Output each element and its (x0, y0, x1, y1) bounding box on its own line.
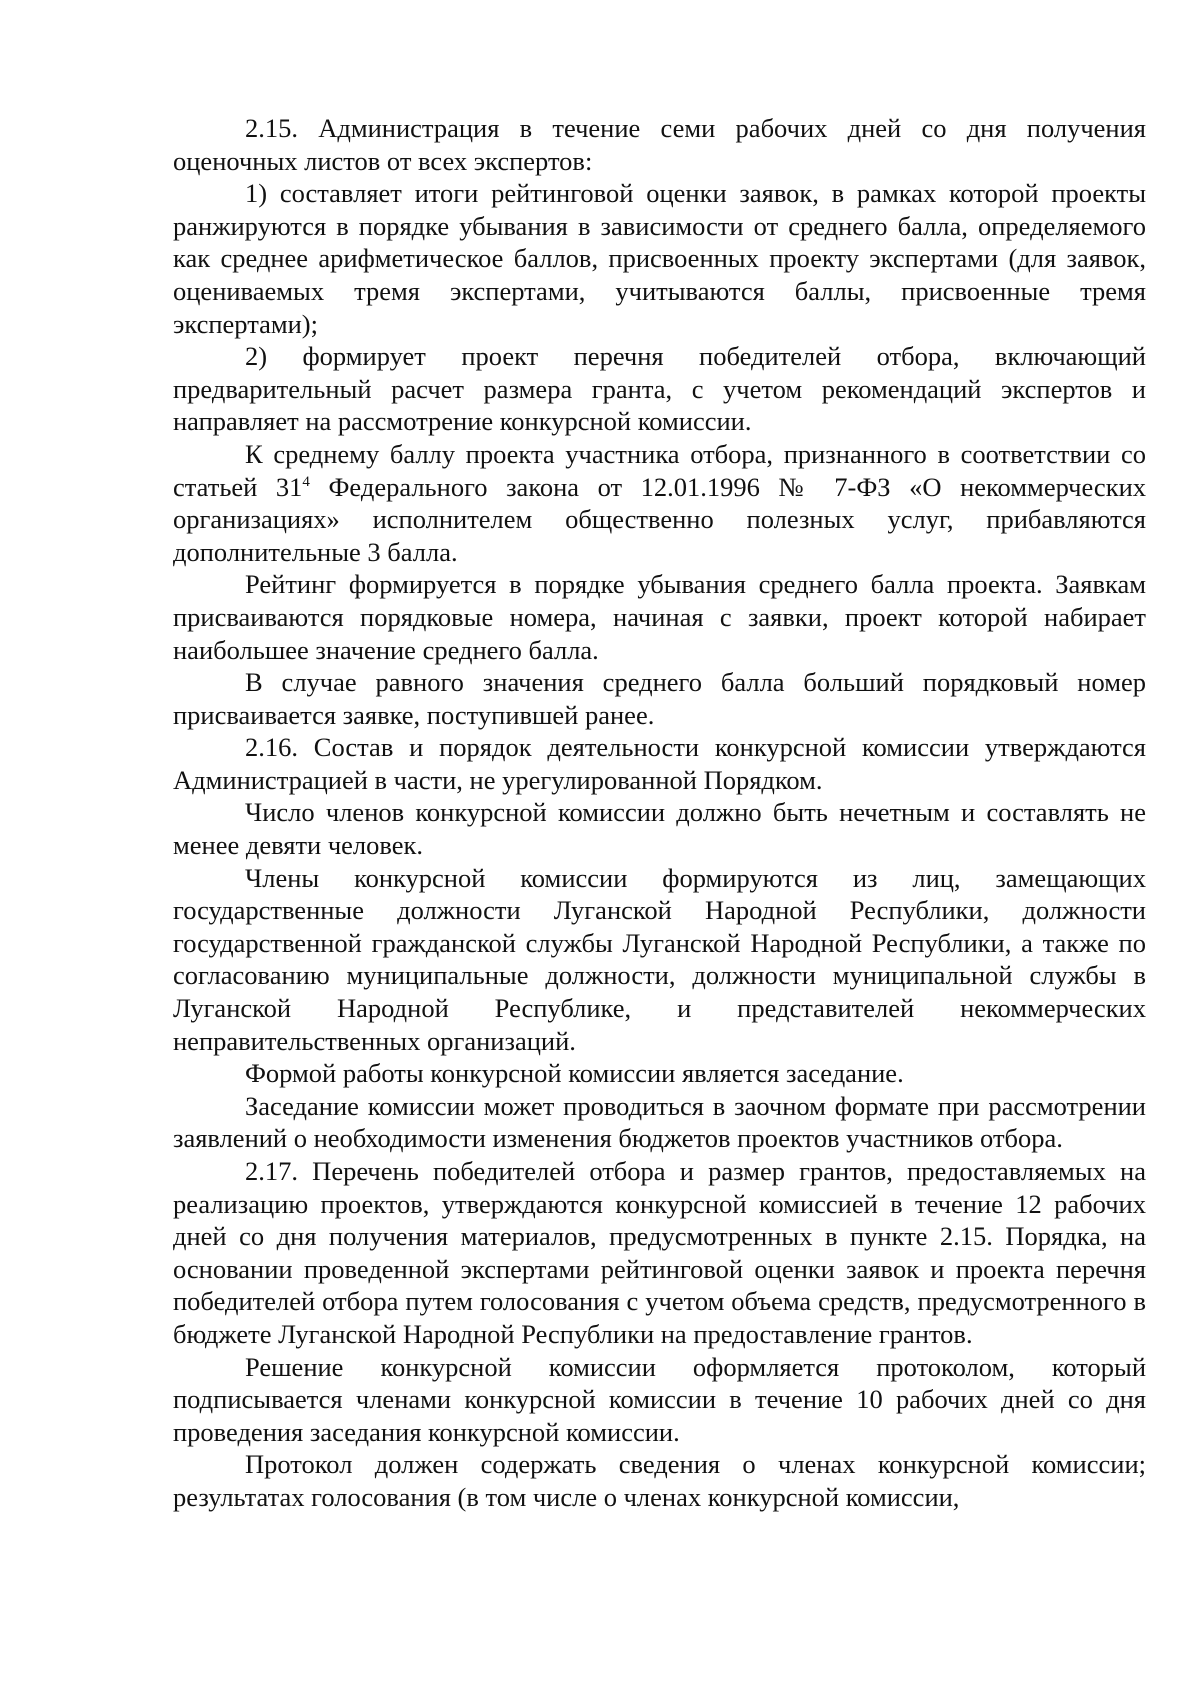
paragraph-2-16: 2.16. Состав и порядок деятельности конкурсной комиссии утверждаются Администрацией в части, не урегулированной Порядком. (173, 732, 1146, 795)
paragraph-2-15: 2.15. Администрация в течение семи рабочих дней со дня получения оценочных листов от всех экспертов: (173, 113, 1146, 176)
document-page (173, 112, 1146, 1514)
paragraph-additional-points-end: Федерального закона от 12.01.1996 № 7-ФЗ «О некоммерческих организациях» исполнителем общественно полезных услуг, прибавляются дополнительные 3 балла. (173, 471, 1146, 567)
paragraph-additional-points (173, 438, 1146, 568)
paragraph-member-count: Число членов конкурсной комиссии должно быть нечетным и составлять не менее девяти человек. (173, 797, 1146, 861)
paragraph-2-17: 2.17. Перечень победителей отбора и размер грантов, предоставляемых на реализацию проектов, утверждаются конкурсной комиссией в течение 12 рабочих дней со дня получения материалов, предусмотренных в пункте 2.15. Порядка, на основании проведенной экспертами рейтинговой оценки заявок и проекта перечня победителей отбора путем голосования с учетом объема средств, предусмотренного в бюджете Луганской Народной Республики на предоставление грантов. (173, 1156, 1146, 1349)
paragraph-equal-score: В случае равного значения среднего балла больший порядковый номер присваивается заявке, поступившей ранее. (173, 667, 1146, 730)
paragraph-rating: Рейтинг формируется в порядке убывания среднего балла проекта. Заявкам присваиваются порядковые номера, начиная с заявки, проект которой набирает наибольшее значение среднего балла. (173, 569, 1146, 665)
paragraph-decision: Решение конкурсной комиссии оформляется протоколом, который подписывается членами конкурсной комиссии в течение 10 рабочих дней со дня проведения заседания конкурсной комиссии. (173, 1351, 1146, 1447)
paragraph-members: Члены конкурсной комиссии формируются из лиц, замещающих государственные должности Луганской Народной Республики, должности государственной гражданской службы Луганской Народной Республики, а также по согласованию муниципальные должности, должности муниципальной службы в Луганской Народной Республике, и представителей некоммерческих неправительственных организаций. (173, 862, 1146, 1056)
paragraph-work-form: Формой работы конкурсной комиссии является заседание. (245, 1058, 904, 1089)
article-superscript: 4 (302, 473, 310, 490)
paragraph-protocol: Протокол должен содержать сведения о членах конкурсной комиссии; результатах голосования (в том числе о членах конкурсной комиссии, (173, 1449, 1146, 1512)
paragraph-2-15-item-1: 1) составляет итоги рейтинговой оценки заявок, в рамках которой проекты ранжируются в порядке убывания в зависимости от среднего балла, определяемого как среднее арифметическое баллов, присвоенных проекту экспертами (для заявок, оцениваемых тремя экспертами, учитываются баллы, присвоенные тремя экспертами); (173, 178, 1146, 339)
paragraph-absentee-meeting: Заседание комиссии может проводиться в заочном формате при рассмотрении заявлений о необходимости изменения бюджетов проектов участников отбора. (173, 1090, 1146, 1154)
paragraph-additional-points-start: К среднему баллу проекта участника отбора, признанного в соответствии со статьей 31 (173, 438, 1146, 502)
paragraph-2-15-item-2: 2) формирует проект перечня победителей отбора, включающий предварительный расчет размера гранта, с учетом рекомендаций экспертов и направляет на рассмотрение конкурсной комиссии. (173, 341, 1146, 437)
